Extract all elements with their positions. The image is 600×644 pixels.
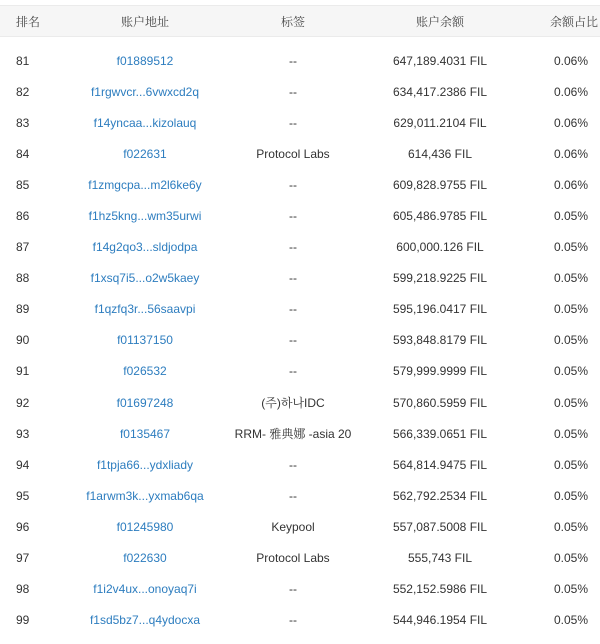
rank-cell: 87 (16, 240, 30, 255)
percent-cell: 0.05% (553, 519, 588, 534)
percent-cell: 0.05% (553, 395, 588, 410)
address-cell (70, 520, 220, 534)
table-row (0, 480, 600, 511)
address-cell (70, 458, 220, 472)
address-cell (70, 85, 220, 99)
label-cell: -- (289, 84, 297, 99)
column-header-percent: 余额占比 (549, 14, 598, 29)
label-cell: -- (289, 457, 297, 472)
balance-cell: 579,999.9999 FIL (392, 364, 488, 379)
address-cell (70, 209, 220, 223)
balance-cell: 647,189.4031 FIL (392, 53, 488, 68)
column-header-rank: 排名 (16, 14, 41, 29)
address-cell (70, 240, 220, 254)
rank-cell: 89 (16, 302, 30, 317)
table-row (0, 107, 600, 138)
percent-cell: 0.06% (553, 177, 588, 192)
address-link[interactable]: f14g2qo3...sldjodpa (92, 240, 198, 255)
balance-cell: 629,011.2104 FIL (393, 115, 487, 130)
label-cell: -- (289, 613, 297, 628)
balance-cell: 614,436 FIL (407, 146, 473, 161)
table-header-row (0, 5, 600, 37)
balance-cell: 555,743 FIL (407, 551, 473, 566)
address-cell (70, 54, 220, 68)
label-cell: Keypool (271, 519, 315, 534)
address-cell (70, 551, 220, 565)
label-cell: -- (289, 177, 297, 192)
balance-cell: 595,196.0417 FIL (392, 302, 488, 317)
address-link[interactable]: f1rgwvcr...6vwxcd2q (90, 84, 200, 99)
address-link[interactable]: f01697248 (116, 395, 174, 410)
table-body (0, 45, 600, 636)
rank-cell: 94 (16, 457, 30, 472)
column-header-label: 标签 (280, 14, 305, 29)
percent-cell: 0.06% (553, 53, 588, 68)
table-row (0, 76, 600, 107)
balance-cell: 564,814.9475 FIL (392, 457, 488, 472)
address-cell (70, 302, 220, 316)
table-row (0, 232, 600, 263)
balance-cell: 634,417.2386 FIL (392, 84, 488, 99)
address-cell (70, 178, 220, 192)
balance-cell: 557,087.5008 FIL (392, 519, 488, 534)
balance-cell: 552,152.5986 FIL (392, 582, 488, 597)
percent-cell: 0.06% (553, 115, 588, 130)
table-row (0, 169, 600, 200)
address-cell (70, 489, 220, 503)
table-row (0, 511, 600, 542)
table-row (0, 325, 600, 356)
column-header-address: 账户地址 (120, 14, 169, 29)
address-link[interactable]: f1xsq7i5...o2w5kaey (90, 271, 200, 286)
rank-cell: 98 (16, 582, 30, 597)
rank-cell: 84 (16, 146, 30, 161)
rank-cell: 97 (16, 551, 30, 566)
percent-cell: 0.05% (553, 582, 588, 597)
balance-cell: 600,000.126 FIL (396, 240, 484, 255)
label-cell: -- (289, 302, 297, 317)
address-link[interactable]: f14yncaa...kizolauq (93, 115, 197, 130)
label-cell: RRM- 雅典娜 -asia 20 (234, 427, 352, 442)
label-cell: -- (289, 115, 297, 130)
rank-cell: 96 (16, 519, 30, 534)
percent-cell: 0.05% (553, 457, 588, 472)
balance-cell: 566,339.0651 FIL (392, 426, 488, 441)
rank-cell: 92 (16, 395, 30, 410)
address-link[interactable]: f022631 (123, 146, 167, 161)
label-cell: -- (289, 488, 297, 503)
balance-cell: 593,848.8179 FIL (392, 333, 488, 348)
table-row (0, 263, 600, 294)
balance-cell: 544,946.1954 FIL (392, 613, 488, 628)
rank-cell: 95 (16, 488, 30, 503)
balance-cell: 609,828.9755 FIL (392, 177, 488, 192)
label-cell: -- (289, 333, 297, 348)
percent-cell: 0.05% (553, 209, 588, 224)
column-header-balance: 账户余额 (415, 14, 464, 29)
address-link[interactable]: f01137150 (117, 333, 173, 348)
balance-cell: 605,486.9785 FIL (392, 209, 488, 224)
address-cell (70, 147, 220, 161)
address-cell (70, 582, 220, 596)
address-cell (70, 396, 220, 410)
percent-cell: 0.05% (553, 613, 588, 628)
label-cell: -- (289, 209, 297, 224)
percent-cell: 0.05% (553, 426, 588, 441)
address-link[interactable]: f1qzfq3r...56saavpi (94, 302, 196, 317)
label-cell: -- (289, 53, 297, 68)
percent-cell: 0.06% (553, 146, 588, 161)
rank-cell: 91 (16, 364, 30, 379)
label-cell: Protocol Labs (256, 146, 330, 161)
table-row (0, 449, 600, 480)
percent-cell: 0.05% (553, 333, 588, 348)
address-cell (70, 613, 220, 627)
rank-cell: 99 (16, 613, 30, 628)
address-link[interactable]: f1hz5kng...wm35urwi (88, 209, 202, 224)
table-row (0, 356, 600, 387)
address-link[interactable]: f1sd5bz7...q4ydocxa (89, 613, 201, 628)
label-cell: -- (289, 240, 297, 255)
balance-cell: 599,218.9225 FIL (392, 271, 488, 286)
label-cell: Protocol Labs (256, 551, 330, 566)
label-cell: -- (289, 364, 297, 379)
rank-cell: 81 (16, 53, 30, 68)
address-cell (70, 333, 220, 347)
percent-cell: 0.05% (553, 302, 588, 317)
address-link[interactable]: f026532 (123, 364, 167, 379)
table-row (0, 200, 600, 231)
address-link[interactable]: f01889512 (116, 53, 174, 68)
table-row (0, 138, 600, 169)
address-cell (70, 271, 220, 285)
percent-cell: 0.05% (553, 240, 588, 255)
percent-cell: 0.05% (553, 364, 588, 379)
address-link[interactable]: f01245980 (116, 519, 174, 534)
address-link[interactable]: f1zmgcpa...m2l6ke6y (88, 177, 202, 192)
address-link[interactable]: f1tpja66...ydxliady (96, 457, 194, 472)
label-cell: -- (289, 271, 297, 286)
address-cell (70, 116, 220, 130)
address-cell (70, 427, 220, 441)
rank-cell: 88 (16, 271, 30, 286)
rank-cell: 82 (16, 84, 30, 99)
table-row (0, 605, 600, 636)
rank-cell: 90 (16, 333, 30, 348)
percent-cell: 0.06% (553, 84, 588, 99)
rank-cell: 93 (16, 426, 30, 441)
label-cell: -- (289, 582, 297, 597)
balance-cell: 562,792.2534 FIL (392, 488, 488, 503)
address-cell (70, 364, 220, 378)
table-row (0, 294, 600, 325)
table-row (0, 574, 600, 605)
table-row (0, 45, 600, 76)
rank-cell: 86 (16, 209, 30, 224)
address-link[interactable]: f0135467 (119, 426, 171, 441)
percent-cell: 0.05% (553, 271, 588, 286)
table-row (0, 387, 600, 418)
table-row (0, 418, 600, 449)
address-link[interactable]: f1i2v4ux...onoyaq7i (93, 582, 197, 597)
rank-cell: 83 (16, 115, 30, 130)
balance-cell: 570,860.5959 FIL (392, 395, 488, 410)
percent-cell: 0.05% (553, 488, 588, 503)
address-link[interactable]: f022630 (123, 551, 167, 566)
percent-cell: 0.05% (553, 551, 588, 566)
rank-cell: 85 (16, 177, 30, 192)
label-cell: (주)하나IDC (261, 396, 325, 411)
table-row (0, 543, 600, 574)
address-link[interactable]: f1arwm3k...yxmab6qa (86, 488, 204, 503)
